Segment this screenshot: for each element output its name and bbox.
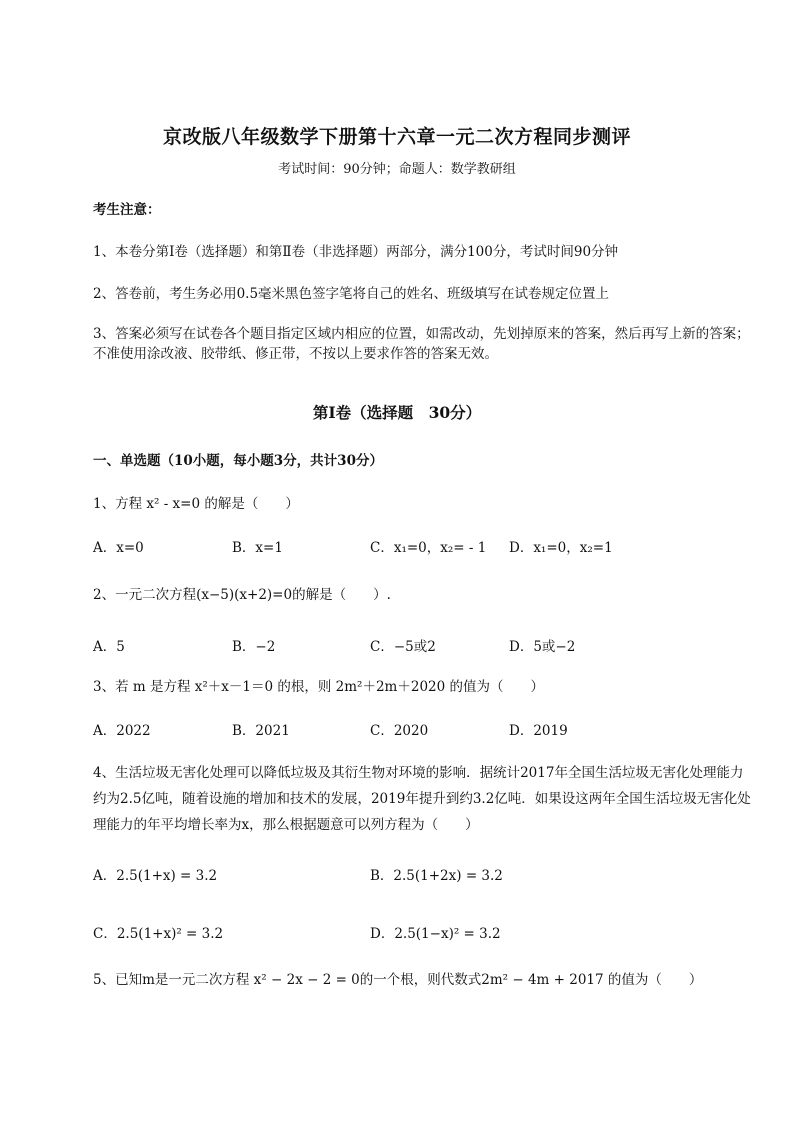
question-4-option-a[interactable]: A．2.5(1+x) = 3.2 bbox=[93, 868, 218, 884]
question-2-stem: 2、一元二次方程(x−5)(x+2)=0的解是（ ）. bbox=[93, 587, 391, 603]
question-1-option-c[interactable]: C．x₁=0，x₂= - 1 bbox=[370, 540, 487, 556]
question-1-stem: 1、方程 x² - x=0 的解是（ ） bbox=[93, 496, 299, 512]
question-1-option-d[interactable]: D．x₁=0，x₂=1 bbox=[509, 540, 613, 556]
question-3-stem: 3、若 m 是方程 x²＋x－1＝0 的根，则 2m²＋2m＋2020 的值为（ ） bbox=[93, 679, 545, 695]
question-4-option-d[interactable]: D．2.5(1−x)² = 3.2 bbox=[370, 926, 501, 942]
section-title: 第I卷（选择题 30分） bbox=[312, 403, 482, 422]
notice-item-3: 3、答案必须写在试卷各个题目指定区域内相应的位置，如需改动，先划掉原来的答案，然后再写上新的答案；不准使用涂改液、胶带纸、修正带，不按以上要求作答的答案无效。 bbox=[93, 326, 750, 362]
question-4-option-b[interactable]: B．2.5(1+2x) = 3.2 bbox=[370, 868, 503, 884]
notice-item-1: 1、本卷分第I卷（选择题）和第Ⅱ卷（非选择题）两部分，满分100分，考试时间90分钟 bbox=[93, 244, 619, 260]
question-3-option-a[interactable]: A．2022 bbox=[93, 723, 151, 739]
question-3-option-b[interactable]: B．2021 bbox=[232, 723, 290, 739]
question-2-option-c[interactable]: C．−5或2 bbox=[370, 639, 436, 655]
notice-heading: 考生注意： bbox=[93, 202, 161, 218]
question-1-option-b[interactable]: B．x=1 bbox=[232, 540, 283, 556]
question-4-option-c[interactable]: C．2.5(1+x)² = 3.2 bbox=[93, 926, 224, 942]
question-3-option-d[interactable]: D．2019 bbox=[509, 723, 568, 739]
part-heading: 一、单选题（10小题，每小题3分，共计30分） bbox=[93, 453, 383, 469]
question-2-option-a[interactable]: A．5 bbox=[93, 639, 125, 655]
question-5-stem: 5、已知m是一元二次方程 x² − 2x − 2 = 0的一个根，则代数式2m² − 4m + 2017 的值为（ ） bbox=[93, 972, 703, 988]
question-2-option-d[interactable]: D．5或−2 bbox=[509, 639, 576, 655]
question-3-option-c[interactable]: C．2020 bbox=[370, 723, 429, 739]
exam-title: 京改版八年级数学下册第十六章一元二次方程同步测评 bbox=[162, 126, 631, 148]
exam-subtitle: 考试时间：90分钟；命题人：数学教研组 bbox=[278, 162, 516, 177]
question-1-option-a[interactable]: A．x=0 bbox=[93, 540, 144, 556]
question-4-stem: 4、生活垃圾无害化处理可以降低垃圾及其衍生物对环境的影响．据统计2017年全国生活垃圾无害化处理能力约为2.5亿吨，随着设施的增加和技术的发展，2019年提升到约3.2亿吨．如果设这两年全国生活垃圾无害化处理能力的年平均增长率为x，那么根据题意可以列方程为（ ） bbox=[93, 765, 751, 833]
notice-item-2: 2、答卷前，考生务必用0.5毫米黑色签字笔将自己的姓名、班级填写在试卷规定位置上 bbox=[93, 286, 610, 302]
question-2-option-b[interactable]: B．−2 bbox=[232, 639, 276, 655]
